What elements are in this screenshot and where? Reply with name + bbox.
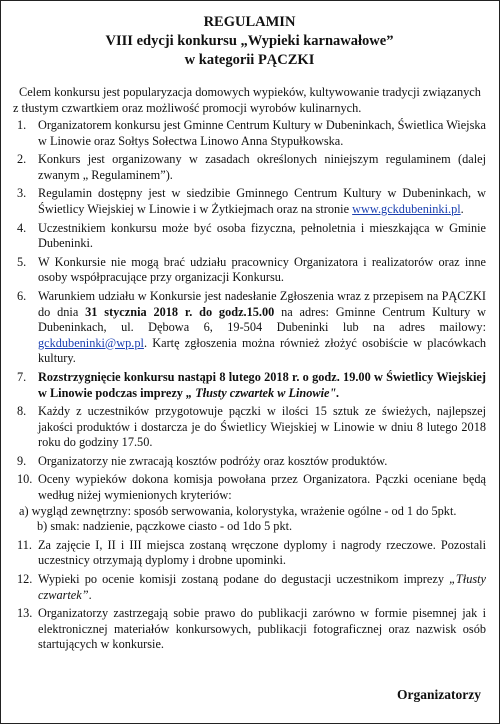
rule-number: 6. [17,288,27,303]
rule-text: W Konkursie nie mogą brać udziału pracownicy Organizatora i realizatorów oraz inne osoby współpracujące przy organizacji Konkursu. [38,254,486,285]
rule-number: 5. [17,254,27,269]
rule-number: 1. [17,118,27,132]
result-announcement: Rozstrzygnięcie konkursu nastąpi 8 lutego 2018 r. o godz. 19.00 w Świetlicy Wiejskiej w Linowie podczas imprezy [38,369,486,400]
rule-text: Oceny wypieków dokona komisja powołana przez Organizatora. Pączki oceniane będą według niżej wymienionych kryteriów: [38,472,486,503]
rule-text: Każdy z uczestników przygotowuje pączki w ilości 15 sztuk ze świeżych, najlepszej jakości produktów i dostarcza je do Świetlicy Wiejskiej w Linowie w dniu 8 lutego 2018 roku do godziny 17.50. [38,404,486,450]
rule-item-11 [13,538,486,569]
rule-number: 11. [17,537,32,552]
event-name: „ Tłusty czwartek w Linowie". [186,385,340,400]
rule-text: Regulamin dostępny jest w siedzibie Gminnego Centrum Kultury w Dubeninkach, w Świetlicy Wiejskiej w Linowie i w Żytkiejmach oraz na stronie [38,186,486,216]
rule-number: 8. [17,404,27,419]
rule-number: 12. [17,572,33,587]
rule-item-2 [13,152,486,183]
title-line-3: w kategorii PĄCZKI [184,52,315,68]
rule-item-8 [13,404,486,451]
rule-item-7 [13,370,486,401]
email-link[interactable]: gckdubeninki@wp.pl [38,335,144,350]
rule-item-1 [13,118,486,149]
rule-number: 10. [17,472,33,487]
rule-number: 4. [17,220,27,235]
rule-item-13 [13,606,486,653]
website-link[interactable]: www.gckdubeninki.pl [352,201,461,216]
rule-text-end: . [460,201,464,216]
rule-text-address: na adres: Gminne Centrum Kultury w Dubeninkach, ul. Dębowa 6, 19-504 Dubeninki lub na adres mailowy: [38,304,487,335]
rule-item-4 [13,221,486,252]
rule-text: Uczestnikiem konkursu może być osoba fizyczna, pełnoletnia i mieszkająca w Gminie Dubeninki. [38,220,486,251]
deadline-text: 31 stycznia 2018 r. do godz.15.00 [85,304,275,319]
rule-text: Warunkiem udziału w Konkursie jest nadesłanie Zgłoszenia wraz z przepisem na PĄCZKI do dnia [38,288,486,319]
rule-item-5 [13,255,486,286]
rule-text-end: . Kartę zgłoszenia można również złożyć osobiście w placówkach kultury. [38,335,486,366]
rules-list [13,118,486,653]
rule-item-12 [13,572,486,603]
rule-number: 13. [17,606,33,621]
rule-number: 7. [17,369,27,384]
document-title [13,13,486,70]
rule-item-3 [13,186,486,217]
title-line-2: VIII edycji konkursu „Wypieki karnawałowe” [105,33,394,49]
criterion-a: a) wygląd zewnętrzny: sposób serwowania, kolorystyka, wrażenie ogólne - od 1 do 5pkt. [19,503,457,518]
rule-text: Organizatorem konkursu jest Gminne Centrum Kultury w Dubeninkach, Świetlica Wiejska w Linowie oraz Sołtys Sołectwa Linowo Anna Stypułkowska. [38,118,486,148]
rule-number: 9. [17,453,27,468]
title-line-1: REGULAMIN [203,14,296,30]
rule-item-6 [13,289,486,367]
rule-text: Organizatorzy nie zwracają kosztów podróży oraz kosztów produktów. [38,453,388,468]
criterion-b: b) smak: nadzienie, pączkowe ciasto - od 1do 5 pkt. [37,519,293,534]
rule-item-10 [13,472,486,503]
rule-text: Za zajęcie I, II i III miejsca zostaną wręczone dyplomy i nagrody rzeczowe. Pozostali uczestnicy otrzymają dyplomy i drobne upominki. [38,537,486,568]
rule-number: 2. [17,152,27,167]
rule-number: 3. [17,186,27,201]
rule-text: Organizatorzy zastrzegają sobie prawo do publikacji zarówno w formie pisemnej jak i elektronicznej materiałów konkursowych, publikacji fotograficznej oraz nazwisk osób startujących w konkursie. [38,606,486,652]
rule-text-end: . [88,587,92,602]
rule-text: Wypieki po ocenie komisji zostaną podane do degustacji uczestnikom imprezy [38,572,444,587]
event-name: „Tłusty czwartek” [38,572,486,602]
rule-text: Konkurs jest organizowany w zasadach określonych niniejszym regulaminem (dalej zwanym „ Regulaminem”). [38,152,486,182]
rule-item-9 [13,454,486,470]
intro-paragraph: Celem konkursu jest popularyzacja domowych wypieków, kultywowanie tradycji związanych z tłustym czwartkiem oraz możliwość promocji wyrobów kulinarnych. [13,85,481,115]
signature: Organizatorzy [397,687,481,702]
